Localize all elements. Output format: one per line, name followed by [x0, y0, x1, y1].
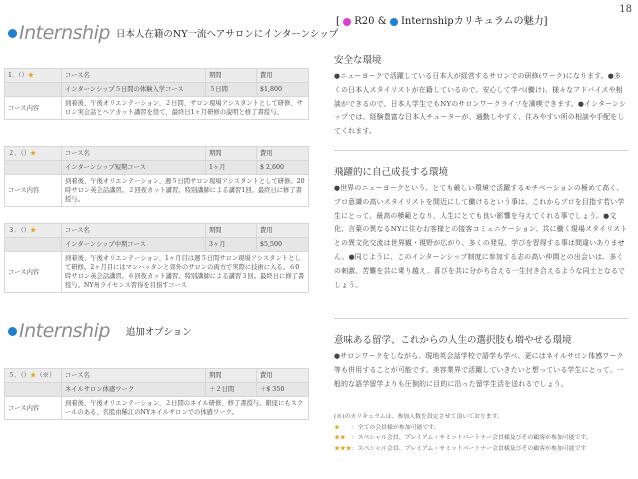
fee-header: 費用 — [257, 369, 309, 383]
internship-brand: Internship — [19, 22, 110, 44]
meaningful-study-block — [334, 332, 628, 391]
course-name-header: コース名 — [62, 147, 206, 161]
course-name: インターンシップ５日間の体験入学コース — [62, 83, 206, 97]
period-header: 期間 — [206, 224, 257, 238]
course-number: 1．（）★ — [5, 69, 62, 83]
blue-dot-icon — [8, 327, 17, 336]
course-table-3 — [4, 223, 309, 293]
course-content-label: コース内容 — [5, 97, 62, 120]
course-content-label: コース内容 — [5, 397, 62, 420]
course-name: インターンシップ中期コース — [62, 238, 206, 252]
course-fee: $5,500 — [257, 238, 309, 252]
course-period: 3ヶ月 — [206, 238, 257, 252]
footnote: (※)のカリキュラムは、参加人数を設定させて頂いております。 — [334, 414, 504, 420]
course-name: ネイルサロン体感ワーク — [62, 383, 206, 397]
safe-environment-block — [334, 52, 628, 139]
internship-brand: Internship — [19, 320, 110, 342]
fee-header: 費用 — [257, 69, 309, 83]
period-header: 期間 — [206, 147, 257, 161]
footnotes — [334, 412, 634, 454]
course-number: ２．（）★ — [5, 147, 62, 161]
title-rest: Internshipカリキュラムの魅力] — [400, 16, 548, 27]
course-content: 到着後、午後オリエンテーション、週５日間サロン現場アシスタントとして研修。20時サロン英会話講習。２回夜カット講習。特別講師による講習1回。最終日に修了書授与。 — [62, 175, 309, 207]
fee-header: 費用 — [257, 224, 309, 238]
course-period: ＋２日間 — [206, 383, 257, 397]
footnote: ★★ ：スペシャル会員、プレミアム・サミットパートナー会員様及びその顧客が参加可能です。 — [334, 435, 592, 441]
blue-dot-icon — [390, 18, 398, 26]
course-content: 到着後、午後オリエンテーション、２日間、サロン現場アシスタントとして研修、サロン実会話とヘアカット講習を経て、最終日1ヶ月研修の説明と修了書授与。 — [62, 97, 309, 120]
block-heading: 安全な環境 — [334, 55, 382, 66]
course-fee: $ 2,600 — [257, 161, 309, 175]
block-body: ●世界のニューヨークという、とても厳しい環境で活躍するモチベーションの極めて高く、プロ意識の高いスタイリストを間近にして働けるという事は、これからプロを目指す若い学生にとって、最高の模範となり、人生にとても良い影響を与えてくれる事でしょう。●文化、言葉の異なるNYに住むお客様との接客コミュニケーション、共に働く現場スタイリストとの異文化交流は世界観・視野が広がり、多くの発見、学びを習得する事は間違いありません。●同じように、このインターンシップ制度に参加する志の高い仲間との出会いは、多くの刺激、苦難を共に乗り越え、喜びを共に分かち合える一生付き合えるような同士となるでしょう。 — [334, 184, 628, 289]
course-period: 1ヶ月 — [206, 161, 257, 175]
period-header: 期間 — [206, 69, 257, 83]
course-table-1 — [4, 68, 309, 120]
course-period: ５日間 — [206, 83, 257, 97]
blue-dot-icon — [8, 29, 17, 38]
pink-dot-icon — [343, 18, 351, 26]
course-name-header: コース名 — [62, 224, 206, 238]
curriculum-title — [336, 12, 548, 27]
block-body: ●サロンワークをしながら、現地英会話学校で語学も学べ、更にはネイルサロン体感ワーク等も併用することが可能です。美容業界で活躍していきたいと想っている学生にとって、一般的な語学留学よりも圧倒的に目的に沿った留学生活を送れるでしょう。 — [334, 352, 624, 388]
course-name-header: コース名 — [62, 369, 206, 383]
divider — [334, 150, 628, 151]
option-subtitle: 追加オプション — [125, 327, 192, 338]
internship-header — [8, 22, 338, 44]
course-content: 到着後、午後オリエンテーション、２日間のネイル研修、修了書授与。銀座にもスクールのある、名股由稀江のNYネイルサロンでの体感ワーク。 — [62, 397, 309, 420]
block-heading: 飛躍的に自己成長する環境 — [334, 167, 449, 178]
course-content: 到着後、午後オリエンテーション、1ヶ月目は週５日間サロン現場アシスタントとして研修。2ヶ月目にはマンハッタンと郊外のサロンの両方で実際に技術に入る。６0時サロン英会話講習。６回夜カット講習。特別講師による講習３回。最終日に修了書授与。NY州ライセンス習得を目指すコース — [62, 252, 309, 293]
title-bracket: [ — [336, 16, 340, 27]
footnote: ★★★：スペシャル会員、プレミアム・サミットパートナー会員様及びその顧客が参加可能です — [334, 445, 587, 452]
fee-header: 費用 — [257, 147, 309, 161]
period-header: 期間 — [206, 369, 257, 383]
course-table-5 — [4, 368, 309, 420]
course-number: ５．（）★（※） — [5, 369, 62, 383]
page-number: 18 — [619, 4, 632, 15]
course-content-label: コース内容 — [5, 175, 62, 207]
growth-environment-block — [334, 164, 628, 292]
course-table-2 — [4, 146, 309, 207]
block-body: ●ニューヨークで活躍している日本人が経営するサロンでの研修(ワーク)になります。●多くの日本人スタイリストが在籍しているので、安心して学べ(働け)、様々なアドバイスや相談ができるので、日本人学生でもNYのサロンワークライフを満喫できます。●インターンシップでは、経験豊富な日本人チューターが、通勤しやすく、住みやすい所の相談や手配をしてくれます。 — [334, 72, 627, 136]
course-content-label: コース内容 — [5, 252, 62, 293]
title-r20: R20 & — [351, 16, 390, 27]
course-fee: $1,800 — [257, 83, 309, 97]
course-name: インターンシップ短期コース — [62, 161, 206, 175]
divider — [334, 318, 628, 319]
block-heading: 意味ある留学、これからの人生の選択肢も増やせる環境 — [334, 335, 572, 346]
option-header — [8, 320, 192, 342]
course-name-header: コース名 — [62, 69, 206, 83]
internship-subtitle: 日本人在籍のNY一流ヘアサロンにインターンシップ — [115, 29, 339, 40]
course-fee: ＋$ 350 — [257, 383, 309, 397]
footnote: ★ ：全ての会員様が参加可能です。 — [334, 424, 440, 431]
course-number: ３．（）★ — [5, 224, 62, 238]
